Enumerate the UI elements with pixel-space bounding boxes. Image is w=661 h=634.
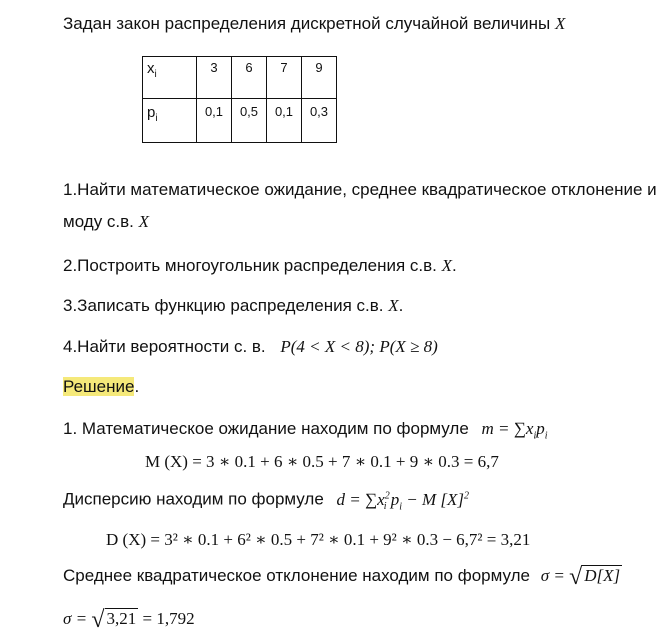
task-4: 4.Найти вероятности с. в. P(4 < X < 8); P(X ≥ 8) <box>63 337 438 356</box>
variance-formula-line: Дисперсию находим по формуле $d = \sum x^2_i$ $p_i - M$ $[X]^2$ <box>63 489 469 513</box>
p-value: 0,1 <box>197 99 232 143</box>
title-variable: X <box>554 14 566 33</box>
variance-formula: $d = \sum x^2_i$ $p_i - M$ $[X]^2$ <box>336 489 469 513</box>
sd-formula: σ = √ D[X] <box>540 564 621 590</box>
x-row-header: $x_i$ <box>143 57 197 99</box>
task-2: 2.Построить многоугольник распределения с.в. X. <box>63 256 457 275</box>
x-value: 7 <box>267 57 302 99</box>
mean-formula: $m = \sum x_ip_i$ <box>481 419 548 442</box>
title-text: Задан закон распределения дискретной случайной величины <box>63 14 551 33</box>
x-value: 3 <box>197 57 232 99</box>
task-1-line-2: моду с.в. X <box>63 212 150 231</box>
x-row <box>143 57 337 99</box>
mean-formula-line: 1. Математическое ожидание находим по формуле $m = \sum x_ip_i$ <box>63 419 548 442</box>
problem-title <box>63 14 565 34</box>
p-value: 0,3 <box>302 99 337 143</box>
task-3: 3.Записать функцию распределения с.в. X. <box>63 296 404 315</box>
x-value: 9 <box>302 57 337 99</box>
p-row-header: $p_i$ <box>143 99 197 143</box>
solution-heading: Решение. <box>63 377 140 396</box>
sd-formula-line: Среднее квадратическое отклонение находим по формуле σ = √ D[X] <box>63 564 621 590</box>
task-4-formula: P(4 < X < 8); P(X ≥ 8) <box>280 337 438 356</box>
sd-calculation: σ = √ 3,21 = 1,792 <box>63 607 195 633</box>
p-row <box>143 99 337 143</box>
distribution-table <box>142 56 337 143</box>
task-1-line-1: 1.Найти математическое ожидание, среднее квадратическое отклонение и <box>63 180 657 199</box>
mean-calculation: M (X) = 3 ∗ 0.1 + 6 ∗ 0.5 + 7 ∗ 0.1 + 9 ∗ 0.3 = 6,7 <box>145 452 499 471</box>
x-value: 6 <box>232 57 267 99</box>
p-value: 0,1 <box>267 99 302 143</box>
variance-calculation: D (X) = 3² ∗ 0.1 + 6² ∗ 0.5 + 7² ∗ 0.1 + 9² ∗ 0.3 − 6,7² = 3,21 <box>106 530 531 549</box>
p-value: 0,5 <box>232 99 267 143</box>
